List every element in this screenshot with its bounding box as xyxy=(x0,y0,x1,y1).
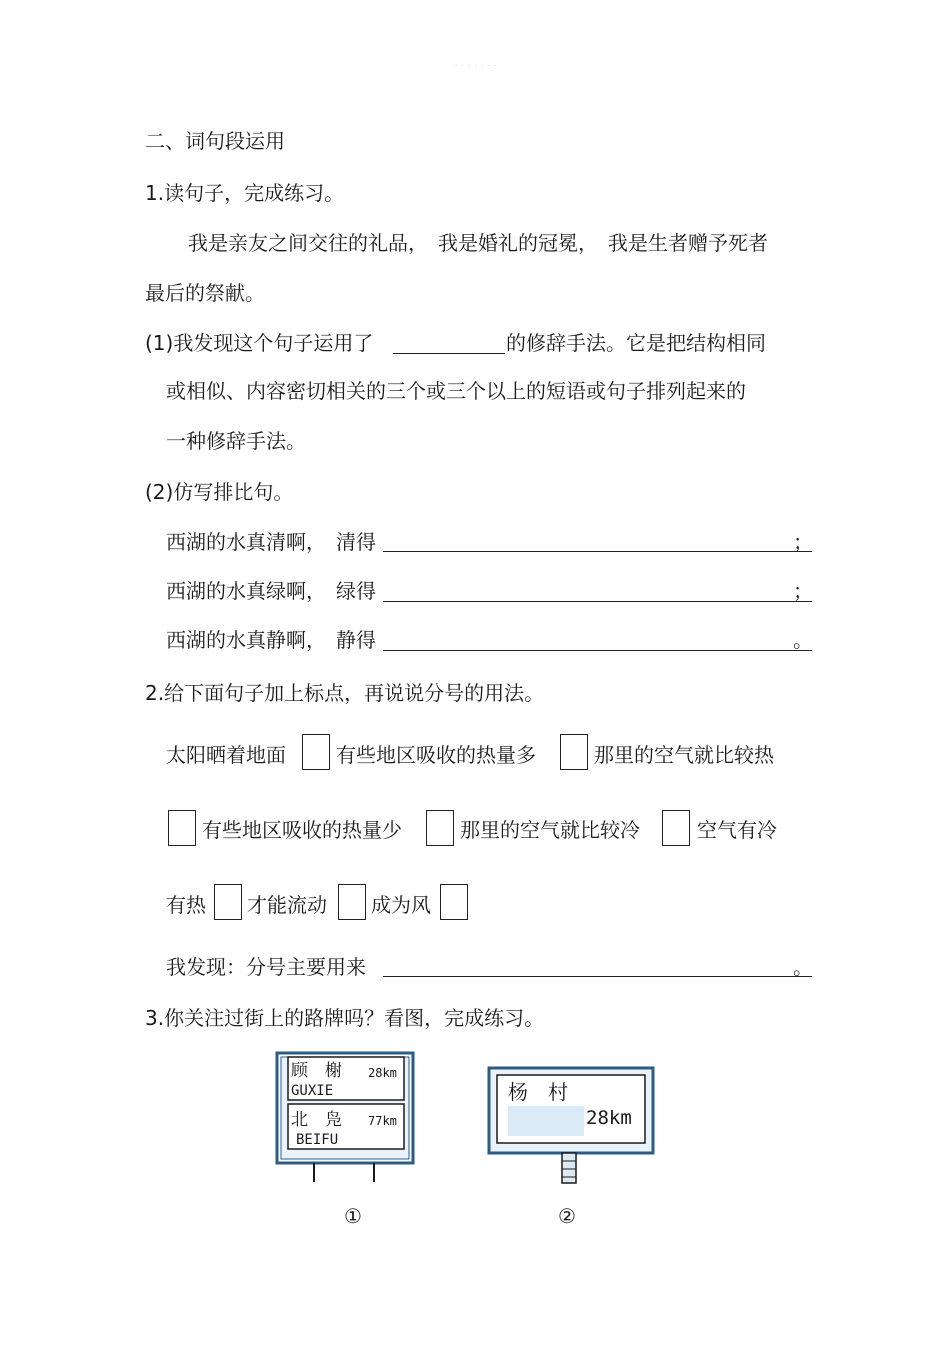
punct-seg-5: 那里的空气就比较冷 xyxy=(460,818,640,842)
semicolon-finding-label: 我发现：分号主要用来 xyxy=(166,955,366,979)
rhetoric-answer-blank[interactable] xyxy=(393,353,505,354)
q1-part1-suffix: 的修辞手法。它是把结构相同 xyxy=(506,331,766,355)
punct-seg-6: 空气有冷 xyxy=(697,818,777,842)
punct-seg-3: 那里的空气就比较热 xyxy=(594,743,774,767)
sign2-caption: ② xyxy=(558,1204,576,1228)
q1-part1-line2: 或相似、内容密切相关的三个或三个以上的短语或句子排列起来的 xyxy=(166,379,746,403)
punct-box-6[interactable] xyxy=(214,884,242,920)
punct-seg-7: 有热 xyxy=(166,893,206,917)
punct-seg-9: 成为风 xyxy=(371,893,431,917)
sign1-top-chinese: 顾 榭 xyxy=(291,1061,342,1081)
punct-box-4[interactable] xyxy=(426,810,454,846)
punct-box-8[interactable] xyxy=(440,884,468,920)
imitate-line-3-end: 。 xyxy=(793,628,813,652)
punct-box-5[interactable] xyxy=(662,810,690,846)
road-sign-2 xyxy=(486,1065,656,1185)
header-mark: · · · · · · · xyxy=(455,62,497,70)
semicolon-finding-end: 。 xyxy=(793,955,813,979)
sign1-top-distance: 28km xyxy=(368,1066,397,1080)
road-sign-1 xyxy=(274,1050,416,1184)
sign2-chinese: 杨 村 xyxy=(508,1080,568,1104)
sign1-top-pinyin: GUXIE xyxy=(291,1083,334,1099)
punct-seg-2: 有些地区吸收的热量多 xyxy=(336,743,536,767)
q1-passage-line2: 最后的祭献。 xyxy=(145,281,265,305)
punct-box-2[interactable] xyxy=(560,734,588,770)
q3-title: 3.你关注过街上的路牌吗？看图，完成练习。 xyxy=(145,1006,545,1030)
semicolon-finding-blank[interactable] xyxy=(383,976,812,977)
imitate-line-2-blank[interactable] xyxy=(383,601,812,602)
q1-part1-line3: 一种修辞手法。 xyxy=(166,429,306,453)
imitate-line-1-label: 西湖的水真清啊， 清得 xyxy=(166,530,376,554)
imitate-line-3-blank[interactable] xyxy=(383,650,812,651)
imitate-line-1-end: ； xyxy=(793,530,813,554)
q1-title: 1.读句子，完成练习。 xyxy=(145,181,345,205)
section-title: 二、词句段运用 xyxy=(145,129,285,153)
punct-box-7[interactable] xyxy=(338,884,366,920)
punct-seg-8: 才能流动 xyxy=(247,893,327,917)
sign1-bottom-pinyin: BEIFU xyxy=(296,1132,339,1148)
sign1-bottom-chinese: 北 凫 xyxy=(291,1110,342,1130)
sign1-bottom-distance: 77km xyxy=(368,1114,397,1128)
imitate-line-2-label: 西湖的水真绿啊， 绿得 xyxy=(166,579,376,603)
punct-seg-1: 太阳晒着地面 xyxy=(166,743,286,767)
sign1-caption: ① xyxy=(344,1204,362,1228)
punct-seg-4: 有些地区吸收的热量少 xyxy=(202,818,402,842)
punct-box-1[interactable] xyxy=(302,734,330,770)
imitate-line-3-label: 西湖的水真静啊， 静得 xyxy=(166,628,376,652)
sign2-blank-area xyxy=(508,1106,584,1136)
q1-passage-line1: 我是亲友之间交往的礼品， 我是婚礼的冠冕， 我是生者赠予死者 xyxy=(188,231,768,255)
q1-part1-prefix: (1)我发现这个句子运用了 xyxy=(145,331,374,355)
punct-box-3[interactable] xyxy=(168,810,196,846)
imitate-line-1-blank[interactable] xyxy=(383,551,812,552)
q1-part2-title: (2)仿写排比句。 xyxy=(145,480,294,504)
q2-title: 2.给下面句子加上标点，再说说分号的用法。 xyxy=(145,681,545,705)
sign2-distance: 28km xyxy=(586,1107,632,1129)
imitate-line-2-end: ； xyxy=(793,579,813,603)
